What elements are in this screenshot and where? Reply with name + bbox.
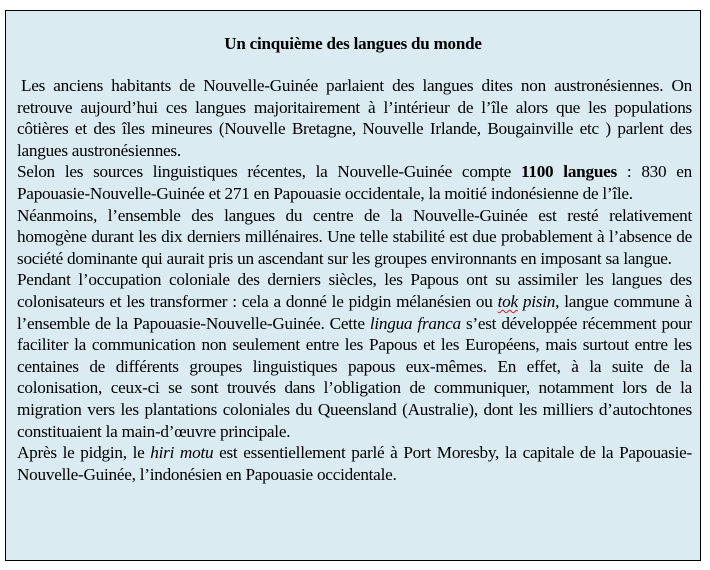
- italic-term: lingua franca: [369, 313, 461, 333]
- paragraph-homogeneity: [17, 205, 692, 270]
- paragraph-text: : 830 en Papouasie-Nouvelle-Guinée et 271 en Papouasie occidentale, la moitié indonésienne de l’île.: [17, 162, 692, 203]
- paragraph-text: Selon les sources linguistiques récentes, la Nouvelle-Guinée compte: [17, 162, 521, 182]
- spellcheck-flagged-word[interactable]: tok: [497, 291, 518, 311]
- document-title: Un cinquième des langues du monde: [224, 34, 482, 53]
- paragraph-hiri-motu: [17, 442, 692, 485]
- paragraph-text: Après le pidgin, le: [17, 443, 151, 463]
- paragraph-text: Les anciens habitants de Nouvelle-Guinée parlaient des langues dites non austronésiennes. On retrouve aujourd’hui ces langues majoritairement à l’intérieur de l’île alors que les populations côtières et des îles mineures (Nouvelle Bretagne, Nouvelle Irlande, Bougainville etc ) parlent des langues austronésiennes.: [17, 76, 692, 160]
- paragraph-origins: [17, 75, 692, 161]
- paragraph-text: est essentiellement parlé à Port Moresby, la capitale de la Papouasie-Nouvelle-Guinée, l’indonésien en Papouasie occidentale.: [17, 443, 692, 484]
- text-box: [5, 10, 701, 561]
- document-body: [17, 75, 692, 485]
- italic-term: hiri motu: [150, 443, 214, 463]
- paragraph-language-count: [17, 161, 692, 204]
- language-count-highlight: 1100 langues: [520, 162, 617, 182]
- italic-term: pisin: [517, 291, 556, 311]
- paragraph-text: Néanmoins, l’ensemble des langues du centre de la Nouvelle-Guinée est resté relativement homogène durant les dix derniers millénaires. Une telle stabilité est due probablement à l’absence de société dominante qui aurait pris un ascendant sur les groupes environnants en imposant sa langue.: [17, 205, 692, 268]
- paragraph-text: Pendant l’occupation coloniale des derniers siècles, les Papous ont su assimiler les langues des colonisateurs et les transformer : cela a donné le pidgin mélanésien ou: [17, 270, 692, 311]
- paragraph-text: s’est développée récemment pour faciliter la communication non seulement entre les Papous et les Européens, mais surtout entre les centaines de différents groupes linguistiques papous eux-mêmes. En effet, à la suite de la colonisation, ceux-ci se sont trouvés dans l’obligation de communiquer, notamment lors de la migration vers les plantations coloniales du Queensland (Australie), dont les milliers d’autochtones constituaient la main-d’œuvre principale.: [17, 313, 692, 441]
- paragraph-colonial: [17, 269, 692, 442]
- paragraph-text: , langue commune à l’ensemble de la Papouasie-Nouvelle-Guinée. Cette: [17, 291, 692, 333]
